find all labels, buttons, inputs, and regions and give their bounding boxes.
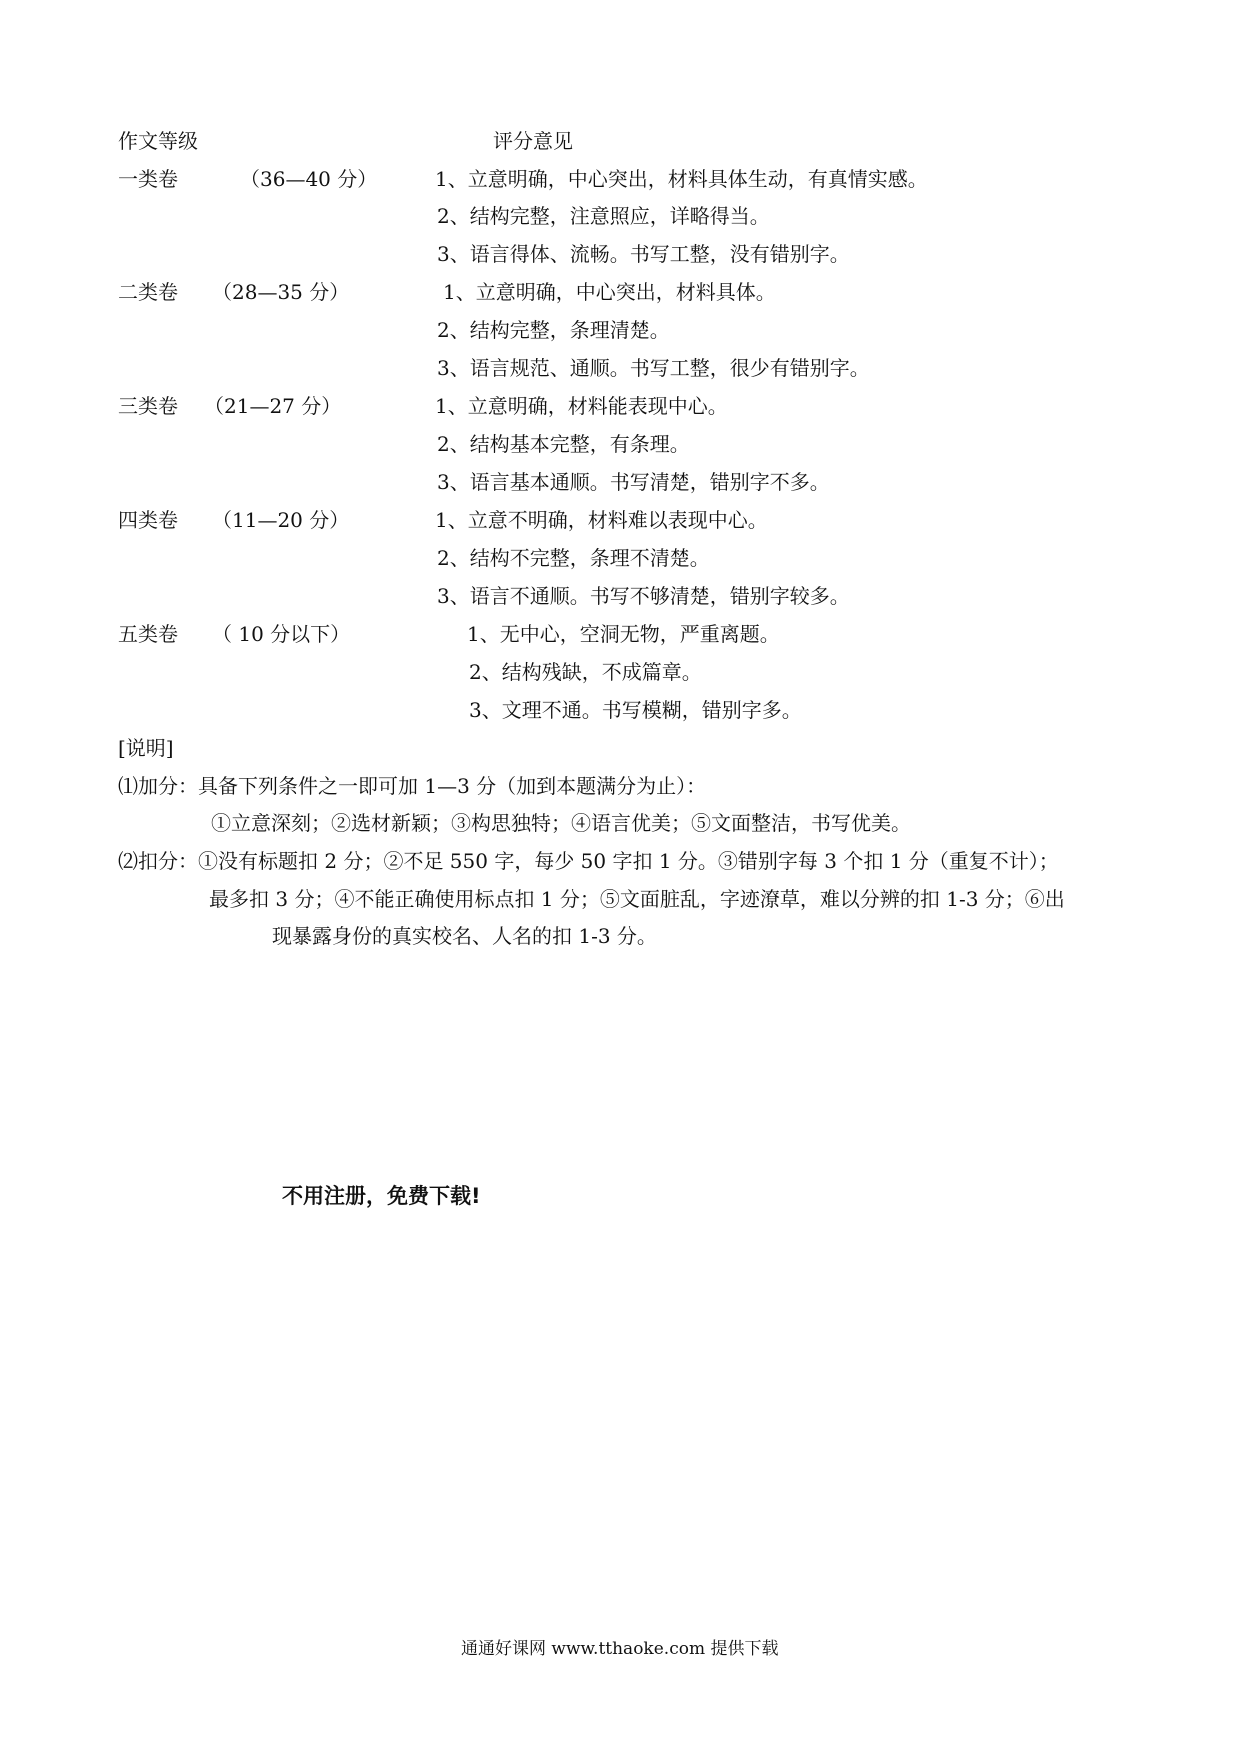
grade-criterion: 2、结构残缺，不成篇章。 — [469, 660, 702, 684]
grade-criterion: 3、语言基本通顺。书写清楚，错别字不多。 — [437, 470, 830, 494]
grade-criterion: 1、立意明确，中心突出，材料具体。 — [443, 280, 776, 304]
grade-criterion: 2、结构基本完整，有条理。 — [437, 432, 690, 456]
footer-source: 通通好课网 www.tthaoke.com 提供下载 — [461, 1639, 779, 1659]
bonus-conditions: ①立意深刻；②选材新颖；③构思独特；④语言优美；⑤文面整洁，书写优美。 — [211, 811, 911, 835]
grade-criterion: 1、立意不明确，材料难以表现中心。 — [435, 508, 768, 532]
bonus-rule: ⑴加分：具备下列条件之一即可加 1—3 分（加到本题满分为止）： — [118, 774, 707, 798]
grade-range: （28—35 分） — [212, 280, 350, 304]
promo-text: 不用注册，免费下载! — [282, 1184, 481, 1208]
grade-criterion: 1、无中心，空洞无物，严重离题。 — [467, 622, 780, 646]
grade-criterion: 2、结构完整，条理清楚。 — [437, 318, 670, 342]
grade-range: （36—40 分） — [240, 167, 378, 191]
grade-range: （11—20 分） — [212, 508, 350, 532]
grade-criterion: 3、语言不通顺。书写不够清楚，错别字较多。 — [437, 584, 850, 608]
header-comment-column: 评分意见 — [493, 129, 573, 153]
notes-title: [说明] — [118, 736, 174, 760]
grade-criterion: 3、语言规范、通顺。书写工整，很少有错别字。 — [437, 356, 870, 380]
grade-criterion: 1、立意明确，材料能表现中心。 — [435, 394, 728, 418]
grade-criterion: 2、结构完整，注意照应，详略得当。 — [437, 204, 770, 228]
grade-criterion: 2、结构不完整，条理不清楚。 — [437, 546, 710, 570]
grade-name: 四类卷 — [118, 508, 178, 532]
grade-name: 一类卷 — [118, 167, 178, 191]
grade-name: 五类卷 — [118, 622, 178, 646]
grade-range: （ 10 分以下） — [212, 622, 351, 646]
grade-criterion: 1、立意明确，中心突出，材料具体生动，有真情实感。 — [435, 167, 928, 191]
deduction-rule-continued: 现暴露身份的真实校名、人名的扣 1-3 分。 — [272, 924, 657, 948]
grade-range: （21—27 分） — [204, 394, 342, 418]
grade-name: 二类卷 — [118, 280, 178, 304]
grade-criterion: 3、语言得体、流畅。书写工整，没有错别字。 — [437, 242, 850, 266]
deduction-rule-continued: 最多扣 3 分；④不能正确使用标点扣 1 分；⑤文面脏乱，字迹潦草，难以分辨的扣 1-3 分；⑥出 — [209, 887, 1065, 911]
deduction-rule: ⑵扣分：①没有标题扣 2 分；②不足 550 字，每少 50 字扣 1 分。③错别字每 3 个扣 1 分（重复不计）； — [118, 849, 1059, 873]
header-grade-column: 作文等级 — [118, 129, 198, 153]
grade-criterion: 3、文理不通。书写模糊，错别字多。 — [469, 698, 802, 722]
grade-name: 三类卷 — [118, 394, 178, 418]
